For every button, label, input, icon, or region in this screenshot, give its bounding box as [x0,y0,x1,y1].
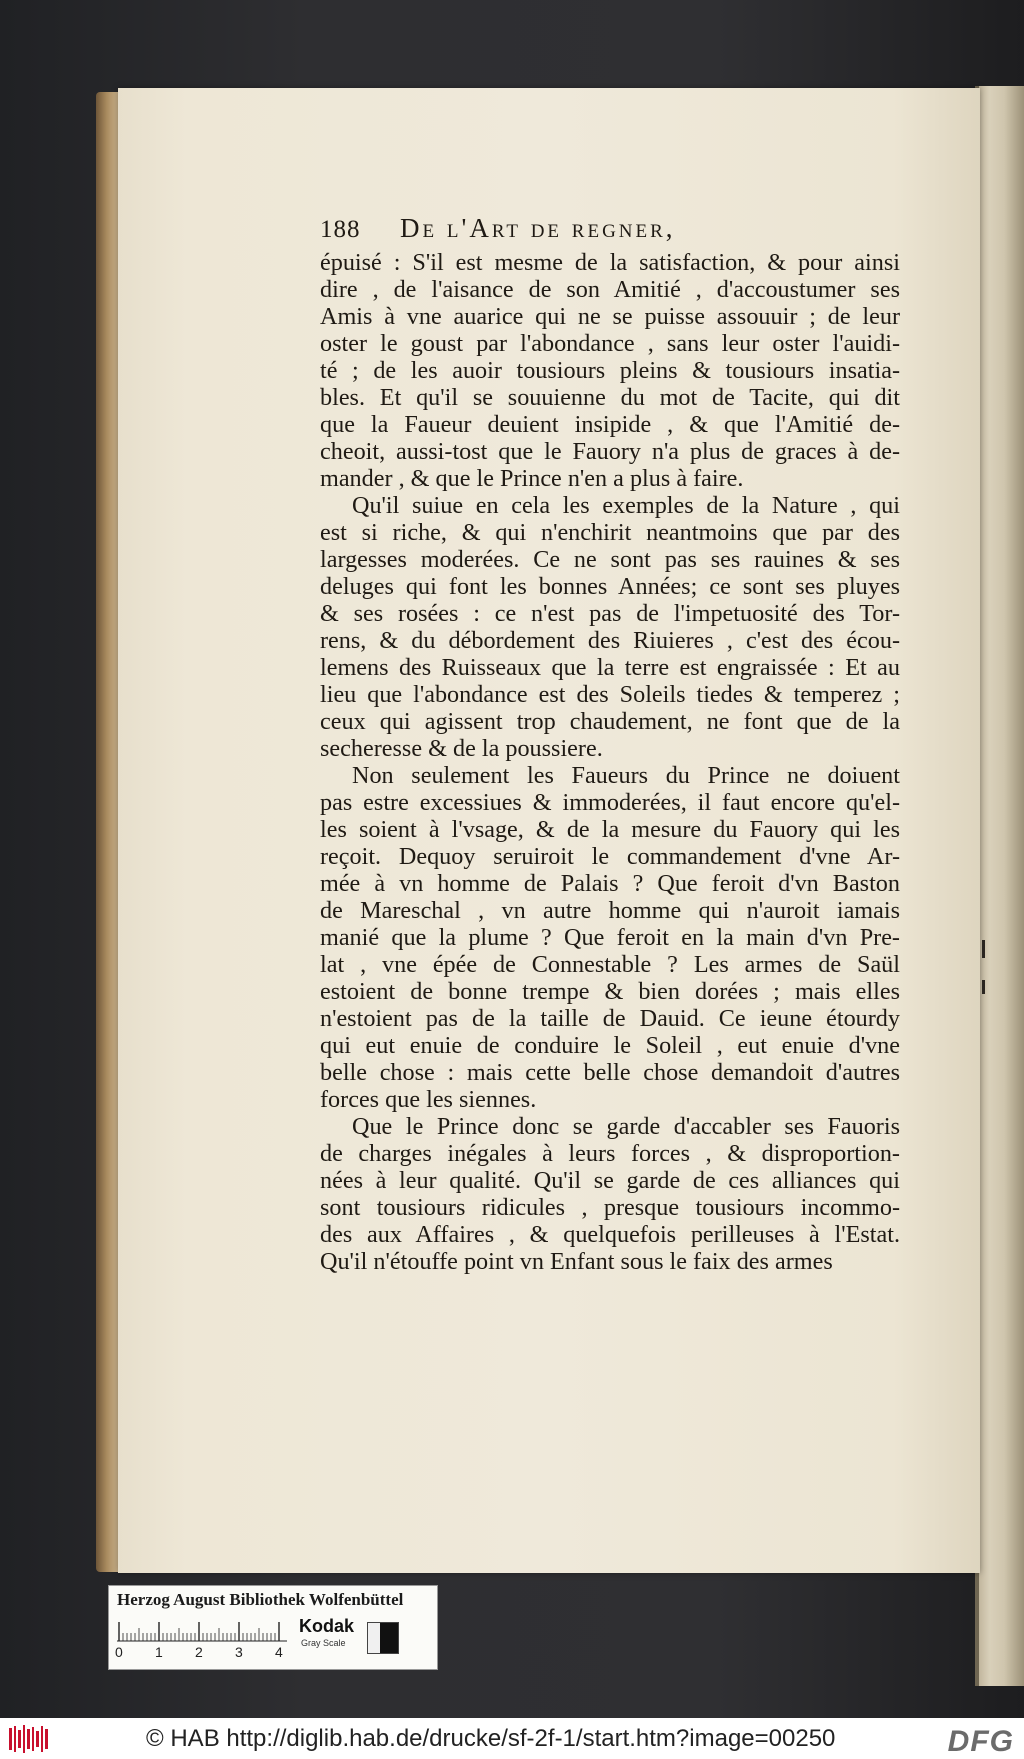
text-line: de Mareschal , vn autre homme qui n'auroit iamais [320,897,900,924]
calibration-card [108,1585,438,1670]
text-line: reçoit. Dequoy seruiroit le commandement d'vne Ar- [320,843,900,870]
text-line: mée à vn homme de Palais ? Que feroit d'vn Baston [320,870,900,897]
text-line: largesses moderées. Ce ne sont pas ses rauines & ses [320,546,900,573]
footer-credit-url[interactable]: © HAB http://diglib.hab.de/drucke/sf-2f-1/start.htm?image=00250 [146,1725,836,1752]
text-line: Amis à vne auarice qui ne se puisse assouuir ; de leur [320,303,900,330]
text-line: lat , vne épée de Connestable ? Les armes de Saül [320,951,900,978]
kodak-label: Kodak [299,1616,355,1636]
text-line: épuisé : S'il est mesme de la satisfaction, & pour ainsi [320,249,900,276]
running-head [320,213,900,249]
ruler-number: 0 [115,1644,123,1660]
text-line: des aux Affaires , & quelquefois perilleuses à l'Estat. [320,1221,900,1248]
text-line: lemens des Ruisseaux que la terre est engraissée : Et au [320,654,900,681]
text-line: secheresse & de la poussiere. [320,735,603,762]
text-line: deluges qui font les bonnes Années; ce sont ses pluyes [320,573,900,600]
dfg-logo: DFG [947,1725,1014,1758]
text-line: ceux qui agissent trop chaudement, ne font que de la [320,708,900,735]
paragraph [320,762,900,1113]
page-text-block [320,213,900,1275]
text-line: & ses rosées : ce n'est pas de l'impetuosité des Tor- [320,600,900,627]
text-line: estoient de bonne trempe & bien dorées ; mais elles [320,978,900,1005]
text-line: lieu que l'abondance est des Soleils tiedes & temperez ; [320,681,900,708]
text-line: qui eut enuie de conduire le Soleil , eut enuie d'vne [320,1032,900,1059]
ruler-number: 3 [235,1644,243,1660]
text-line: que la Faueur deuient insipide , & que l'Amitié de- [320,411,900,438]
text-line: sont tousiours ridicules , presque tousiours incommo- [320,1194,900,1221]
text-line: Qu'il suiue en cela les exemples de la Nature , qui [352,492,900,519]
text-line: manié que la plume ? Que feroit en la main d'vn Pre- [320,924,900,951]
text-line: pas estre excessiues & immoderées, il faut encore qu'el- [320,789,900,816]
text-line: est si riche, & qui n'enchirit neantmoins que par des [320,519,900,546]
margin-mark [982,940,985,958]
text-line: forces que les siennes. [320,1086,537,1113]
text-line: les soient à l'vsage, & de la mesure du Fauory qui les [320,816,900,843]
ruler-scale [117,1620,287,1642]
gray-scale-patch [367,1622,399,1654]
text-line: Non seulement les Faueurs du Prince ne doiuent [352,762,900,789]
text-line: belle chose : mais cette belle chose demandoit d'autres [320,1059,900,1086]
kodak-sublabel: Gray Scale [301,1638,346,1648]
card-title: Herzog August Bibliothek Wolfenbüttel [117,1590,404,1609]
hab-barcode-icon [8,1724,50,1754]
footer-bar [0,1718,1024,1759]
text-line: oster le goust par l'abondance , sans leur oster l'auidi- [320,330,900,357]
ruler-number: 1 [155,1644,163,1660]
body-text [320,249,900,1275]
facing-page-edge [975,86,1024,1686]
margin-mark [982,980,985,994]
text-line: Qu'il n'étouffe point vn Enfant sous le faix des armes [320,1248,833,1275]
page-number: 188 [320,216,361,243]
text-line: rens, & du débordement des Riuieres , c'est des écou- [320,627,900,654]
text-line: Que le Prince donc se garde d'accabler ses Fauoris [352,1113,900,1140]
text-line: de charges inégales à leurs forces , & disproportion- [320,1140,900,1167]
paragraph [320,249,900,492]
text-line: mander , & que le Prince n'en a plus à faire. [320,465,744,492]
paragraph [320,1113,900,1275]
running-title: De l'Art de regner, [400,213,676,243]
text-line: té ; de les auoir tousiours pleins & tousiours insatia- [320,357,900,384]
text-line: dire , de l'aisance de son Amitié , d'accoustumer ses [320,276,900,303]
text-line: nées à leur qualité. Qu'il se garde de ces alliances qui [320,1167,900,1194]
ruler-number: 2 [195,1644,203,1660]
text-line: bles. Et qu'il se souuienne du mot de Tacite, qui dit [320,384,900,411]
text-line: n'estoient pas de la taille de Dauid. Ce ieune étourdy [320,1005,900,1032]
paragraph [320,492,900,762]
ruler-number: 4 [275,1644,283,1660]
text-line: cheoit, aussi-tost que le Fauory n'a plus de graces à de- [320,438,900,465]
